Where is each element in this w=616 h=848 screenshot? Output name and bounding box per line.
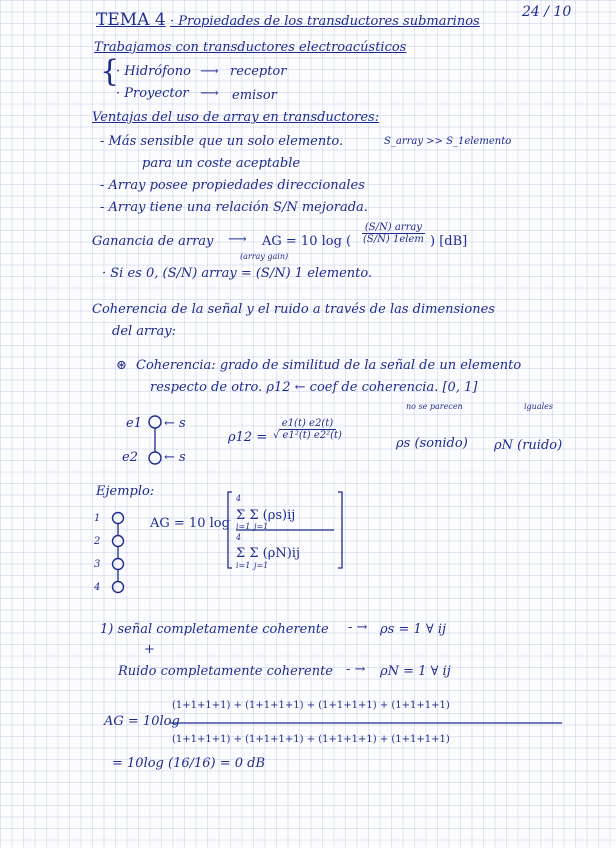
def-note-left: no se parecen (406, 402, 463, 411)
left-bracket (228, 492, 232, 568)
circled-bullet-icon: ⊛ (116, 358, 127, 373)
rho-den: √ e1²(t) e2²(t) (273, 430, 342, 441)
element-index: 2 (94, 536, 101, 547)
ag-final-den: (1+1+1+1) + (1+1+1+1) + (1+1+1+1) + (1+1+1+1) (172, 734, 450, 745)
ganancia-den: (S/N) 1elem (363, 234, 424, 245)
four-element-array-diagram (106, 510, 130, 602)
rho-n: ρN (ruido) (494, 438, 563, 453)
element-node (113, 513, 124, 524)
proyector-label: · Proyector (116, 86, 189, 101)
s-arrow-2: ← s (164, 450, 186, 465)
ventaja-2: - Array posee propiedades direccionales (100, 178, 365, 193)
si-es-0: · Si es 0, (S/N) array = (S/N) 1 elemento. (102, 266, 373, 281)
s-arrow-1: ← s (164, 416, 186, 431)
e2-label: e2 (122, 450, 138, 465)
sum-top: 4 (236, 533, 242, 542)
brace: { (100, 54, 120, 89)
ganancia-label: Ganancia de array (92, 234, 214, 249)
proyector-role: emisor (232, 88, 277, 103)
dashed-arrow-icon: - → (348, 620, 368, 635)
ventaja-1-cont: para un coste aceptable (142, 156, 301, 171)
element-e2-node (149, 452, 161, 464)
ventaja-1-note: S_array >> S_1elemento (384, 136, 512, 147)
hidrofono-label: · Hidrófono (116, 64, 191, 79)
e1-label: e1 (126, 416, 142, 431)
arrow-right-icon: ⟶ (200, 86, 219, 101)
right-bracket (338, 492, 342, 568)
arrow-right-icon: ⟶ (228, 232, 247, 247)
caso-1-result: ρs = 1 ∀ ij (380, 622, 447, 637)
title-text: · Propiedades de los transductores submarinos (170, 14, 480, 29)
ag-result: = 10log (16/16) = 0 dB (112, 756, 266, 771)
element-index: 1 (94, 513, 101, 524)
sum-top: 4 (236, 494, 242, 503)
ejemplo-ag: AG = 10 log (150, 516, 230, 531)
def-line1: Coherencia: grado de similitud de la señal de un elemento (136, 358, 522, 373)
caso-ruido: Ruido completamente coherente (118, 664, 333, 679)
ejemplo-den: Σ Σ (ρN)ij (236, 546, 300, 561)
hidrofono-role: receptor (230, 64, 287, 79)
ejemplo-num: Σ Σ (ρs)ij (236, 508, 296, 523)
sum-bottom-j: j=1 (254, 561, 269, 570)
def-line2: respecto de otro. ρ12 ← coef de coherencia. [0, 1] (150, 380, 478, 395)
sum-bottom-j: j=1 (254, 522, 269, 531)
ventaja-3: - Array tiene una relación S/N mejorada. (100, 200, 368, 215)
trabajamos-line: Trabajamos con transductores electroacústicos (94, 40, 407, 55)
def-note-right: iguales (524, 402, 553, 411)
rho-label: ρ12 = (228, 430, 268, 445)
rho-s: ρs (sonido) (396, 436, 468, 451)
sum-bottom-i: i=1 (236, 522, 251, 531)
ejemplo-label: Ejemplo: (96, 484, 155, 499)
sum-bottom-i: i=1 (236, 561, 251, 570)
ganancia-ag: AG = 10 log ( (262, 234, 352, 249)
caso-ruido-result: ρN = 1 ∀ ij (380, 664, 451, 679)
arrow-right-icon: ⟶ (200, 64, 219, 79)
caso-1: 1) señal completamente coherente (100, 622, 329, 637)
ag-final-fraction-bar (170, 721, 566, 725)
ganancia-num: (S/N) array (362, 222, 425, 234)
ventaja-1: - Más sensible que un solo elemento. (100, 134, 344, 149)
plus-sign: + (144, 642, 155, 657)
element-node (113, 559, 124, 570)
element-e1-node (149, 416, 161, 428)
ag-final-label: AG = 10log (104, 714, 180, 729)
ganancia-unit: ) [dB] (430, 234, 468, 249)
rho-num: e1(t) e2(t) (279, 418, 336, 430)
title-tema: TEMA 4 (96, 10, 166, 30)
dashed-arrow-icon: - → (346, 662, 366, 677)
rho-frac (270, 418, 345, 441)
ventajas-heading: Ventajas del uso de array en transductores: (92, 110, 380, 125)
ag-final-num: (1+1+1+1) + (1+1+1+1) + (1+1+1+1) + (1+1+1+1) (172, 700, 450, 711)
element-index: 4 (94, 582, 101, 593)
ganancia-sub: (array gain) (240, 252, 289, 261)
page-number: 24 / 10 (522, 4, 572, 20)
element-node (113, 536, 124, 547)
element-index: 3 (94, 559, 101, 570)
ganancia-frac (360, 222, 427, 245)
coherencia-line2: del array: (112, 324, 176, 339)
coherencia-line1: Coherencia de la señal y el ruido a través de las dimensiones (92, 302, 495, 317)
element-node (113, 582, 124, 593)
